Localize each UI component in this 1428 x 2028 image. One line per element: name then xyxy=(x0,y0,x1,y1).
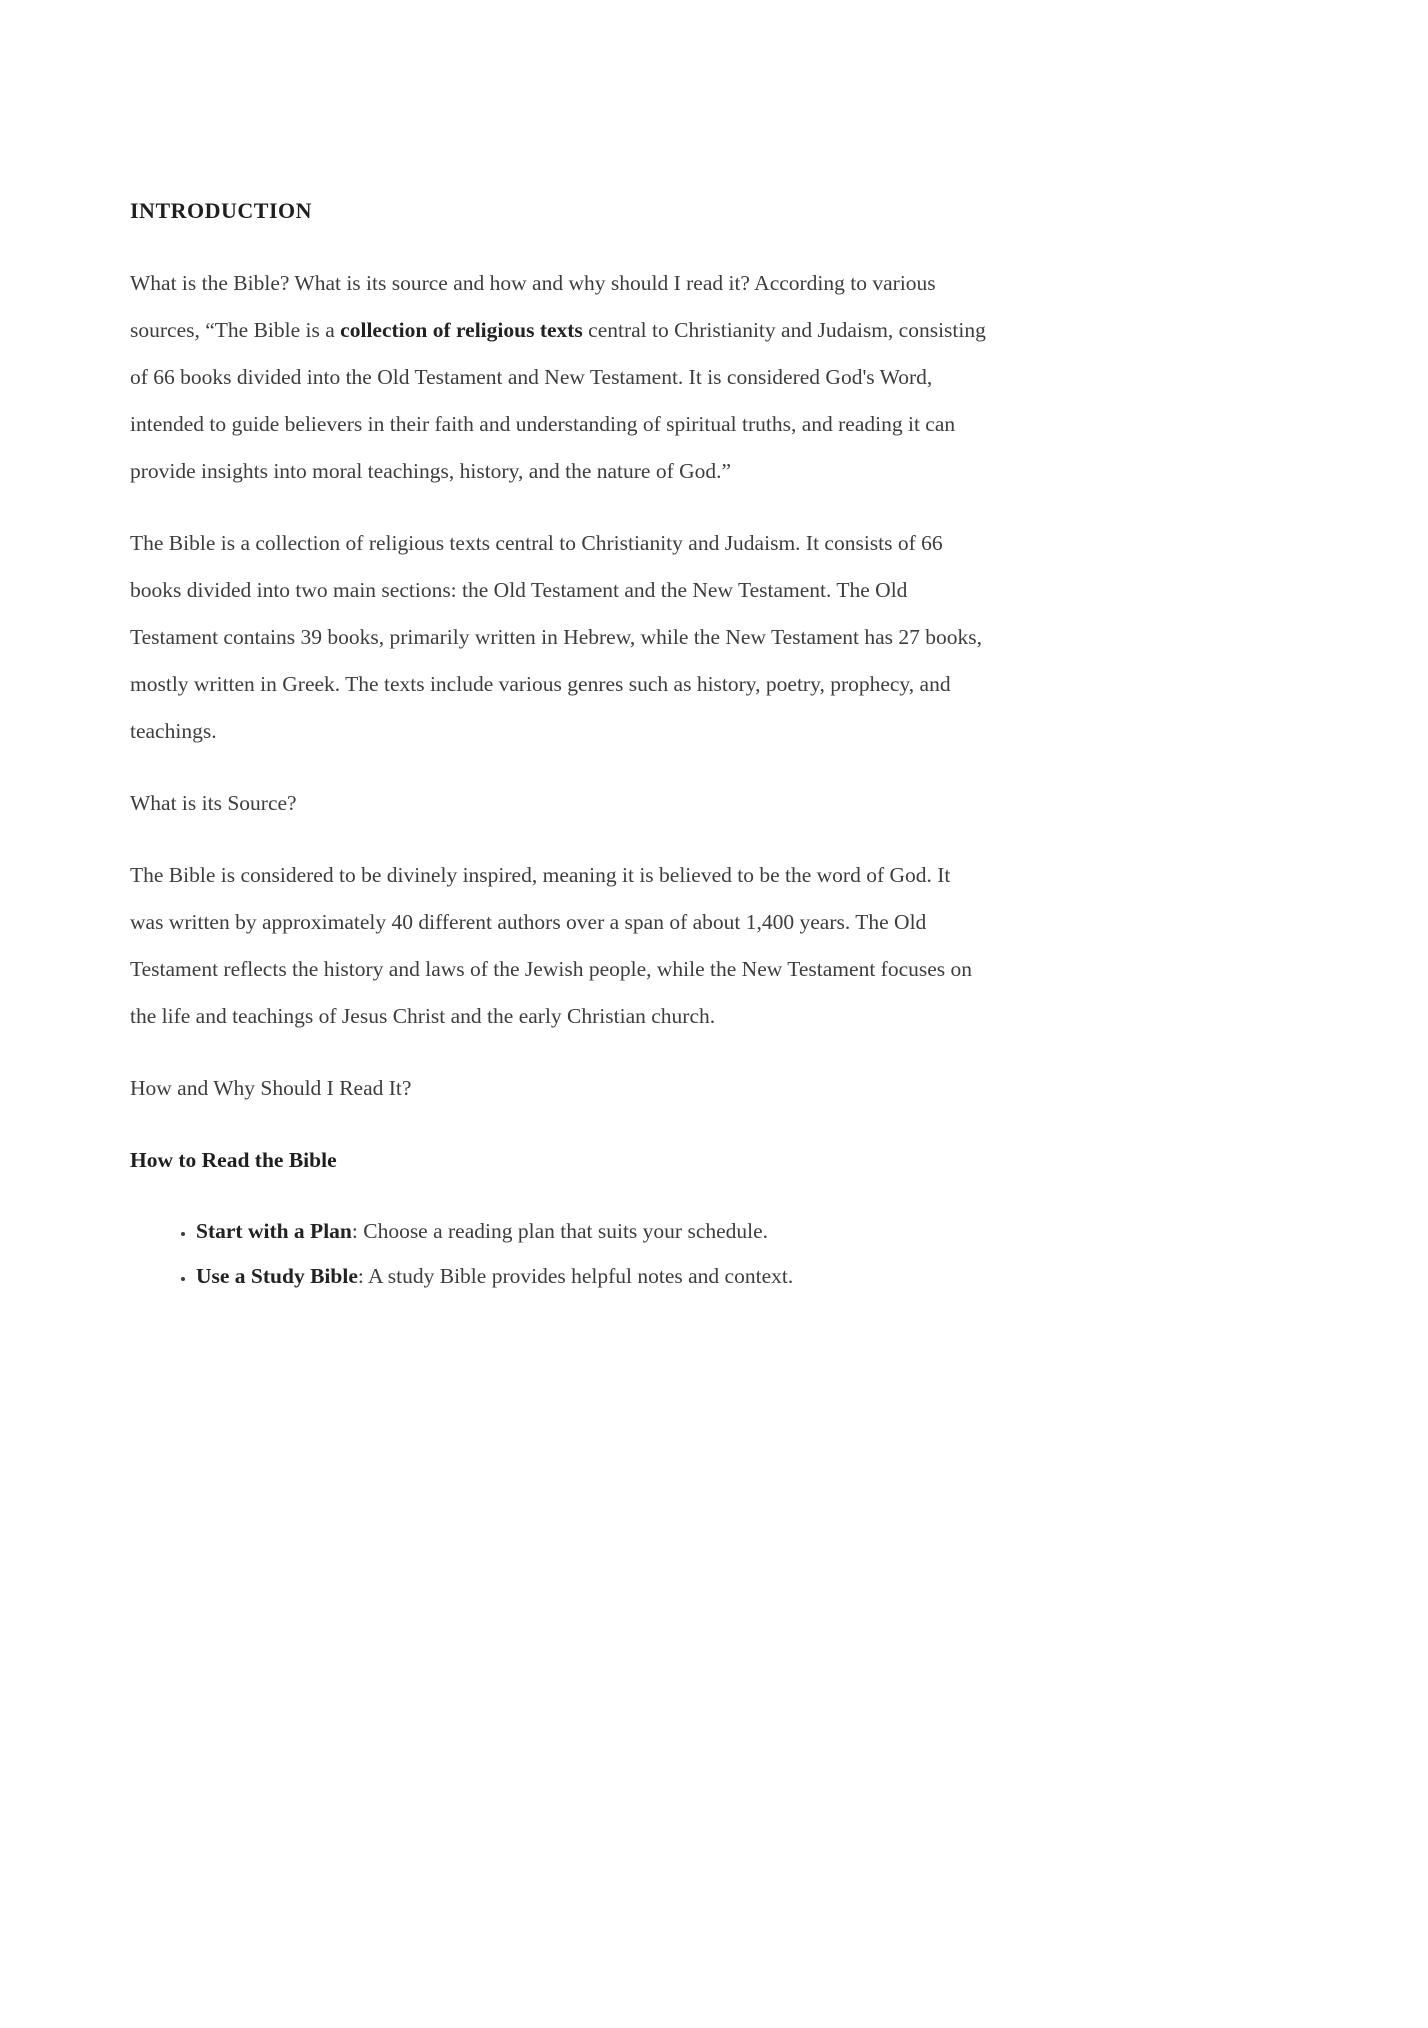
reading-tips-list xyxy=(168,1209,988,1299)
paragraph-intro-quote xyxy=(130,260,988,495)
list-item-rest: : Choose a reading plan that suits your schedule. xyxy=(351,1219,769,1243)
paragraph-intro-quote-text-1: What is the Bible? What is its source and how and why should I read it? According to various sources, “The Bible is a xyxy=(130,271,936,342)
list-item-use-a-study-bible xyxy=(196,1254,988,1299)
paragraph-bible-overview: The Bible is a collection of religious texts central to Christianity and Judaism. It consists of 66 books divided into two main sections: the Old Testament and the New Testament. The Old Testament contains 39 books, primarily written in Hebrew, while the New Testament has 27 books, mostly written in Greek. The texts include various genres such as history, poetry, prophecy, and teachings. xyxy=(130,531,983,743)
list-item-lead: Use a Study Bible xyxy=(196,1264,358,1288)
section-heading-introduction: INTRODUCTION xyxy=(130,198,313,223)
paragraph-intro-quote-bold-phrase: collection of religious texts xyxy=(340,318,583,342)
list-item-lead: Start with a Plan xyxy=(196,1219,352,1243)
list-item-start-with-a-plan xyxy=(196,1209,988,1254)
paragraph-divinely-inspired: The Bible is considered to be divinely inspired, meaning it is believed to be the word of God. It was written by approximately 40 different authors over a span of about 1,400 years. The Old Testament reflects the history and laws of the Jewish people, while the New Testament focuses on the life and teachings of Jesus Christ and the early Christian church. xyxy=(130,863,973,1028)
paragraph-intro-quote-text-2: central to Christianity and Judaism, consisting of 66 books divided into the Old Testament and New Testament. It is considered God's Word, intended to guide believers in their faith and understanding of spiritual truths, and reading it can provide insights into moral teachings, history, and the nature of God.” xyxy=(130,318,986,483)
subheading-how-to-read-the-bible: How to Read the Bible xyxy=(130,1148,337,1172)
list-item-rest: : A study Bible provides helpful notes and context. xyxy=(357,1264,794,1288)
subheading-what-is-its-source: What is its Source? xyxy=(130,791,297,815)
subheading-how-and-why-read: How and Why Should I Read It? xyxy=(130,1076,412,1100)
